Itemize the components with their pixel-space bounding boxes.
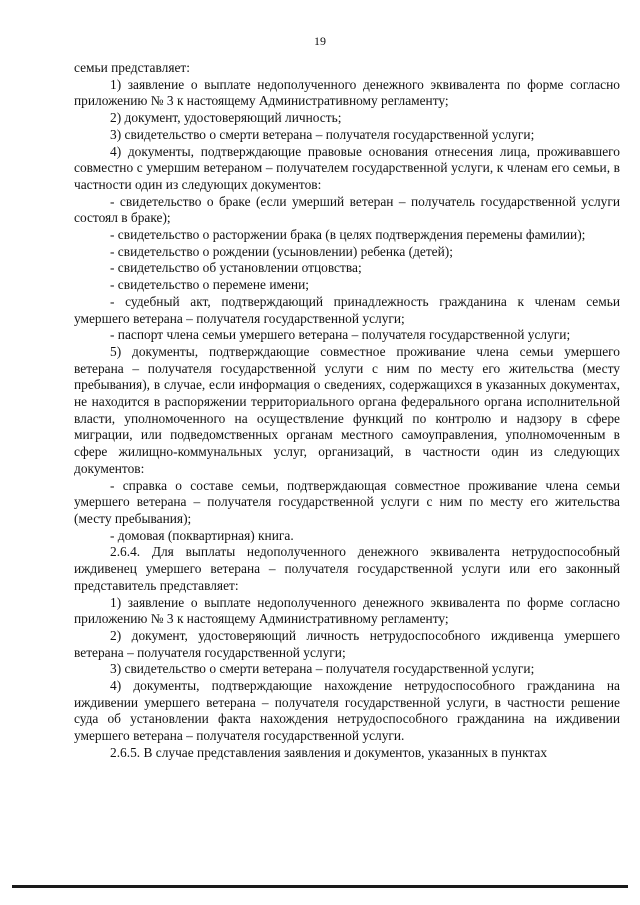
paragraph: 4) документы, подтверждающие нахождение нетрудоспособного гражданина на иждивении умершего ветерана – получателя государственной услуги, в частности решение суда об установлении факта нахождения нетрудоспособного гражданина на иждивении умершего ветерана – получателя государственной услуги.	[74, 678, 620, 744]
paragraph: 3) свидетельство о смерти ветерана – получателя государственной услуги;	[110, 126, 535, 142]
paragraph: - домовая (поквартирная) книга.	[110, 527, 294, 543]
paragraph: 2.6.4. Для выплаты недополученного денежного эквивалента нетрудоспособный иждивенец умершего ветерана – получателя государственной услуги или его законный представитель представляет:	[74, 544, 620, 593]
paragraph: 2.6.5. В случае представления заявления и документов, указанных в пунктах	[110, 744, 548, 760]
bottom-border-line	[12, 885, 628, 888]
paragraph: - свидетельство о браке (если умерший ветеран – получатель государственной услуги состоял в браке);	[74, 193, 620, 226]
paragraph: - свидетельство об установлении отцовства;	[110, 260, 362, 276]
paragraph: 1) заявление о выплате недополученного денежного эквивалента по форме согласно приложению № 3 к настоящему Административному регламенту;	[74, 594, 620, 627]
paragraph: - свидетельство о рождении (усыновлении) ребенка (детей);	[110, 243, 453, 259]
paragraph: 1) заявление о выплате недополученного денежного эквивалента по форме согласно приложению № 3 к настоящему Административному регламенту;	[74, 76, 620, 109]
paragraph: - свидетельство о перемене имени;	[110, 277, 309, 293]
page-number: 19	[314, 34, 326, 48]
paragraph: - справка о составе семьи, подтверждающая совместное проживание члена семьи умершего ветерана – получателя государственной услуги с ним по месту его жительства (месту пребывания);	[74, 477, 620, 526]
paragraph: - паспорт члена семьи умершего ветерана – получателя государственной услуги;	[110, 327, 571, 343]
paragraph: 2) документ, удостоверяющий личность нетрудоспособного иждивенца умершего ветерана – получателя государственной услуги;	[74, 627, 620, 660]
paragraph: семьи представляет:	[74, 60, 190, 75]
paragraph: 2) документ, удостоверяющий личность;	[110, 110, 342, 126]
paragraph: - судебный акт, подтверждающий принадлежность гражданина к членам семьи умершего ветерана – получателя государственной услуги;	[74, 293, 620, 326]
paragraph: 4) документы, подтверждающие правовые основания отнесения лица, проживавшего совместно с умершим ветераном – получателем государственной услуги, к членам его семьи, в частности один из следующих документов:	[74, 143, 620, 192]
paragraph: 3) свидетельство о смерти ветерана – получателя государственной услуги;	[110, 661, 535, 677]
paragraph: 5) документы, подтверждающие совместное проживание члена семьи умершего ветерана – получателя государственной услуги с ним по месту его жительства (месту пребывания), в случае, если информация о сведениях, содержащихся в указанных документах, не находится в распоряжении территориального органа федерального органа исполнительной власти, уполномоченного на осуществление функций по контролю и надзору в сфере миграции, или подведомственных органам местного самоуправления, уполномоченным в сфере жилищно-коммунальных услуг, организаций, в частности один из следующих документов:	[74, 343, 620, 476]
paragraph: - свидетельство о расторжении брака (в целях подтверждения перемены фамилии);	[110, 227, 586, 243]
document-body	[74, 60, 620, 762]
